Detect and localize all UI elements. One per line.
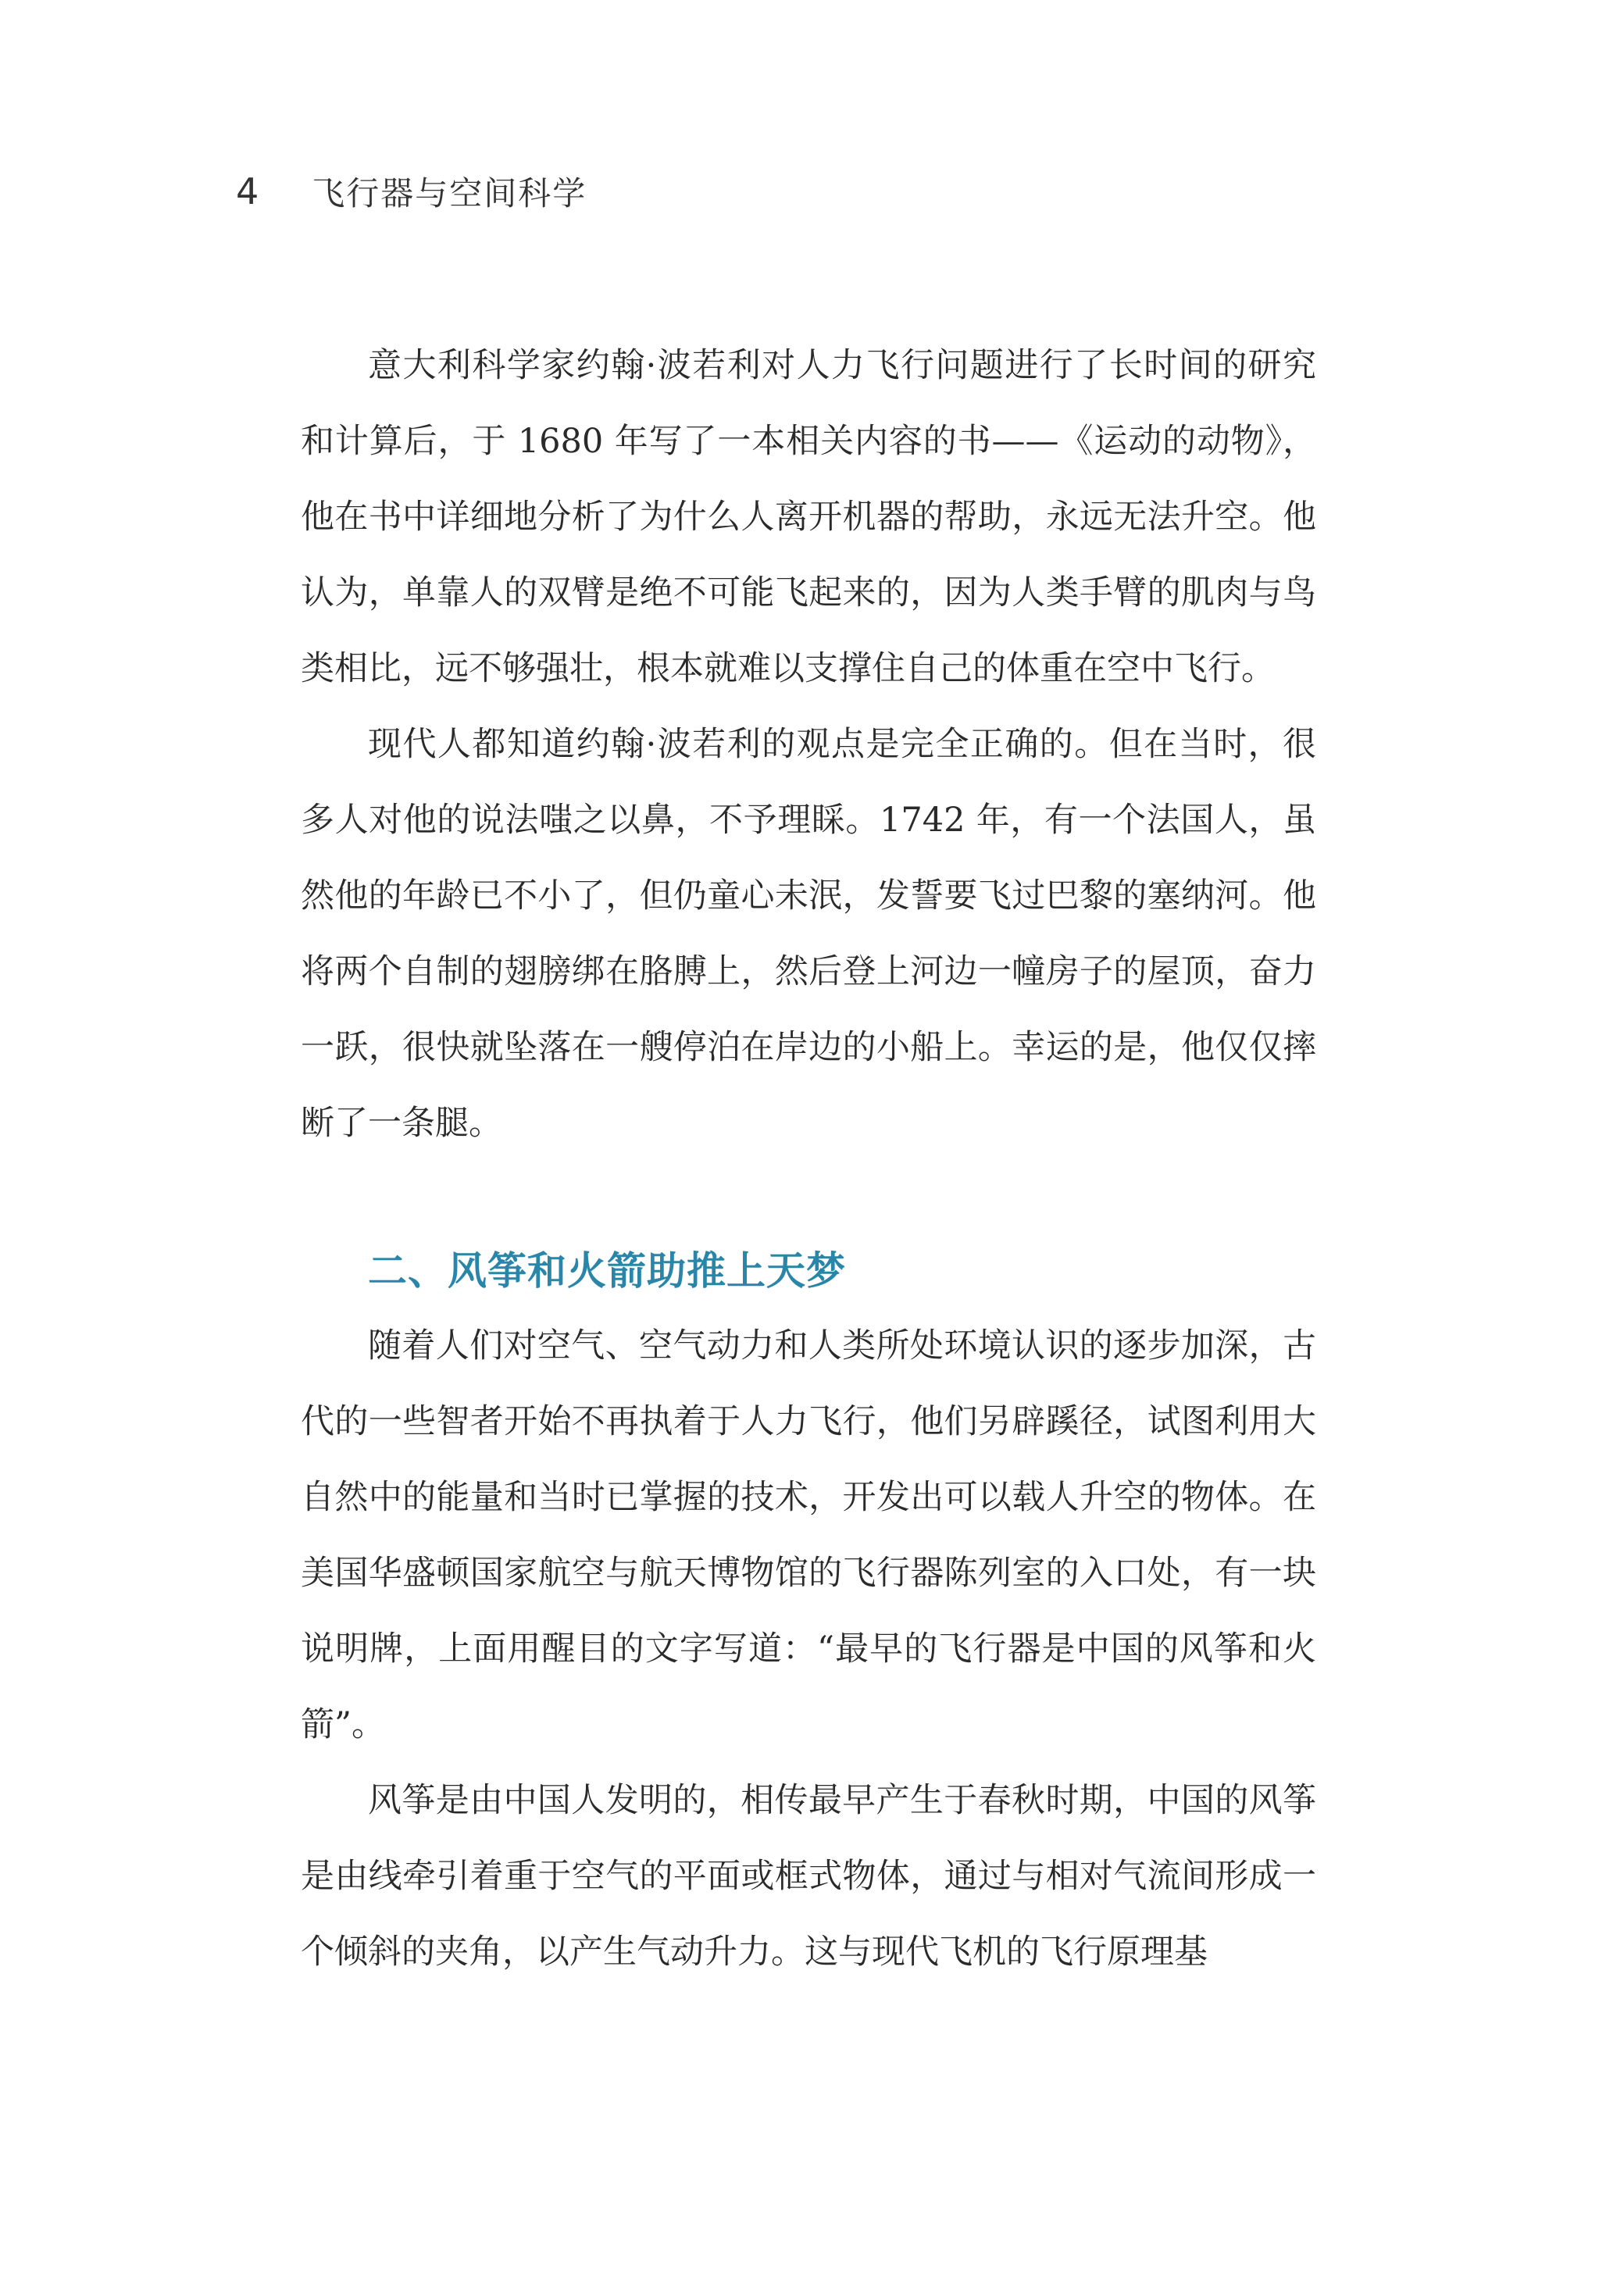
paragraph-kite-origin: 风筝是由中国人发明的，相传最早产生于春秋时期，中国的风筝是由线牵引着重于空气的平面或框式物体，通过与相对气流间形成一个倾斜的夹角，以产生气动升力。这与现代飞机的飞行原理基 <box>301 1781 1316 1972</box>
running-header <box>236 164 587 219</box>
section-heading: 二、风筝和火箭助推上天梦 <box>368 1248 846 1294</box>
paragraph-french-flight: 现代人都知道约翰·波若利的观点是完全正确的。但在当时，很多人对他的说法嗤之以鼻，不予理睬。1742 年，有一个法国人，虽然他的年龄已不小了，但仍童心未泯，发誓要飞过巴黎的塞纳河。他将两个自制的翅膀绑在胳膊上，然后登上河边一幢房子的屋顶，奋力一跃，很快就坠落在一艘停泊在岸边的小船上。幸运的是，他仅仅摔断了一条腿。 <box>301 725 1316 1143</box>
paragraph-kites-rockets: 随着人们对空气、空气动力和人类所处环境认识的逐步加深，古代的一些智者开始不再执着于人力飞行，他们另辟蹊径，试图利用大自然中的能量和当时已掌握的技术，开发出可以载人升空的物体。在美国华盛顿国家航空与航天博物馆的飞行器陈列室的入口处，有一块说明牌，上面用醒目的文字写道：“最早的飞行器是中国的风筝和火箭”。 <box>301 1326 1316 1744</box>
body-content <box>301 328 1316 1990</box>
page-number: 4 <box>236 170 259 212</box>
book-title: 飞行器与空间科学 <box>312 174 587 212</box>
paragraph-borelli: 意大利科学家约翰·波若利对人力飞行问题进行了长时间的研究和计算后，于 1680 年写了一本相关内容的书——《运动的动物》，他在书中详细地分析了为什么人离开机器的帮助，永远无法升空。他认为，单靠人的双臂是绝不可能飞起来的，因为人类手臂的肌肉与鸟类相比，远不够强壮，根本就难以支撑住自己的体重在空中飞行。 <box>301 346 1316 688</box>
